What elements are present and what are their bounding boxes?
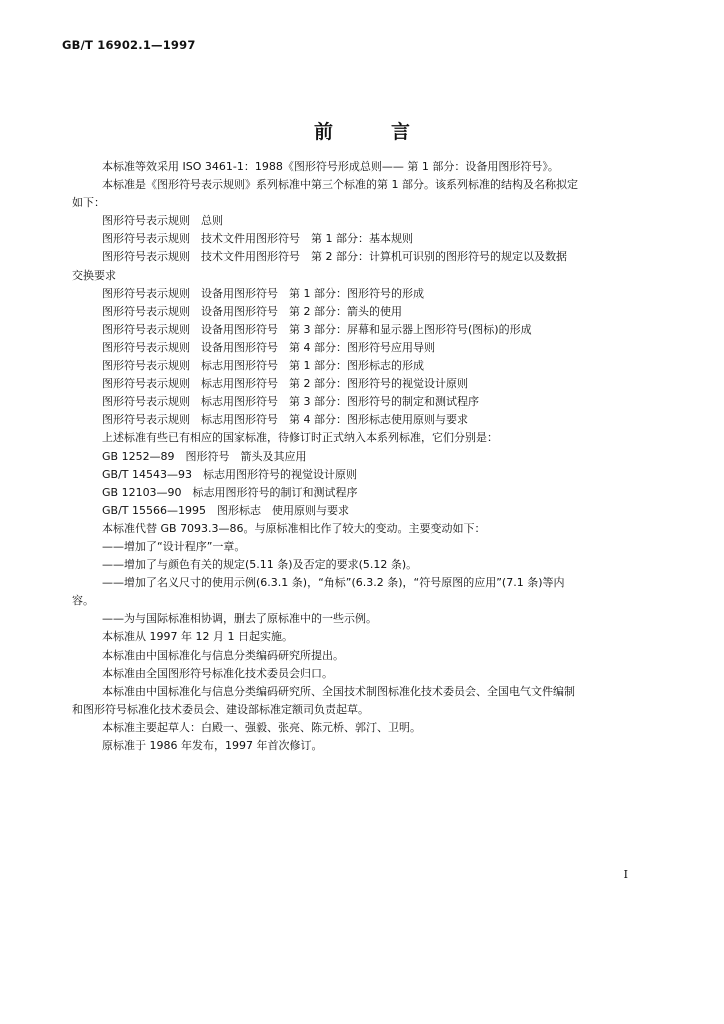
change-item: ——增加了与颜色有关的规定(5.11 条)及否定的要求(5.12 条)。 (102, 558, 418, 572)
related-standard-item: GB/T 14543—93 标志用图形符号的视觉设计原则 (102, 467, 357, 481)
paragraph-drafting-org: 本标准由中国标准化与信息分类编码研究所、全国技术制图标准化技术委员会、全国电气文件编制 (102, 684, 575, 698)
series-item: 图形符号表示规则 标志用图形符号 第 2 部分：图形符号的视觉设计原则 (102, 377, 468, 391)
document-body (72, 158, 643, 755)
paragraph-drafters: 本标准主要起草人：白殿一、强毅、张亮、陈元桥、郭汀、卫明。 (102, 720, 421, 734)
paragraph-administrator: 本标准由全国图形符号标准化技术委员会归口。 (102, 666, 333, 680)
series-item: 图形符号表示规则 技术文件用图形符号 第 2 部分：计算机可识别的图形符号的规定以及数据 (102, 250, 567, 264)
series-item: 图形符号表示规则 标志用图形符号 第 4 部分：图形标志使用原则与要求 (102, 413, 468, 427)
paragraph-proposer: 本标准由中国标准化与信息分类编码研究所提出。 (102, 648, 344, 662)
related-standard-item: GB 12103—90 标志用图形符号的制订和测试程序 (102, 485, 358, 499)
paragraph-history: 原标准于 1986 年发布，1997 年首次修订。 (102, 739, 323, 752)
series-item: 图形符号表示规则 标志用图形符号 第 3 部分：图形符号的制定和测试程序 (102, 395, 479, 409)
series-item: 图形符号表示规则 设备用图形符号 第 1 部分：图形符号的形成 (102, 286, 424, 300)
related-standard-item: GB/T 15566—1995 图形标志 使用原则与要求 (102, 503, 349, 517)
change-item: ——增加了名义尺寸的使用示例(6.3.1 条)，“角标”(6.3.2 条)，“符号原图的应用”(7.1 条)等内 (102, 576, 565, 590)
paragraph-series-intro-cont: 如下： (72, 196, 105, 210)
paragraph-series-intro: 本标准是《图形符号表示规则》系列标准中第三个标准的第 1 部分。该系列标准的结构及名称拟定 (102, 178, 578, 192)
page-title: 前言 (313, 121, 468, 143)
series-item: 图形符号表示规则 技术文件用图形符号 第 1 部分：基本规则 (102, 232, 413, 246)
page-number: I (623, 868, 628, 881)
standard-code-header: GB/T 16902.1—1997 (62, 38, 196, 52)
paragraph-replacement: 本标准代替 GB 7093.3—86。与原标准相比作了较大的变动。主要变动如下： (102, 521, 486, 535)
series-item: 图形符号表示规则 设备用图形符号 第 4 部分：图形符号应用导则 (102, 340, 435, 354)
series-item: 图形符号表示规则 设备用图形符号 第 2 部分：箭头的使用 (102, 304, 402, 318)
change-item: ——为与国际标准相协调，删去了原标准中的一些示例。 (102, 612, 377, 626)
series-item: 图形符号表示规则 标志用图形符号 第 1 部分：图形标志的形成 (102, 359, 424, 373)
series-item: 图形符号表示规则 总则 (102, 214, 223, 228)
change-item-cont: 容。 (72, 594, 94, 608)
paragraph-effective-date: 本标准从 1997 年 12 月 1 日起实施。 (102, 630, 293, 644)
related-standard-item: GB 1252—89 图形符号 箭头及其应用 (102, 449, 307, 463)
paragraph-equivalence: 本标准等效采用 ISO 3461-1：1988《图形符号形成总则—— 第 1 部分：设备用图形符号》。 (102, 160, 559, 173)
paragraph-drafting-org-cont: 和图形符号标准化技术委员会、建设部标准定额司负责起草。 (72, 702, 369, 716)
series-item: 图形符号表示规则 设备用图形符号 第 3 部分：屏幕和显示器上图形符号(图标)的形成 (102, 322, 532, 336)
change-item: ——增加了“设计程序”一章。 (102, 539, 246, 553)
series-item-cont: 交换要求 (72, 268, 116, 282)
paragraph-related-intro: 上述标准有些已有相应的国家标准，待修订时正式纳入本系列标准，它们分别是： (102, 431, 498, 445)
